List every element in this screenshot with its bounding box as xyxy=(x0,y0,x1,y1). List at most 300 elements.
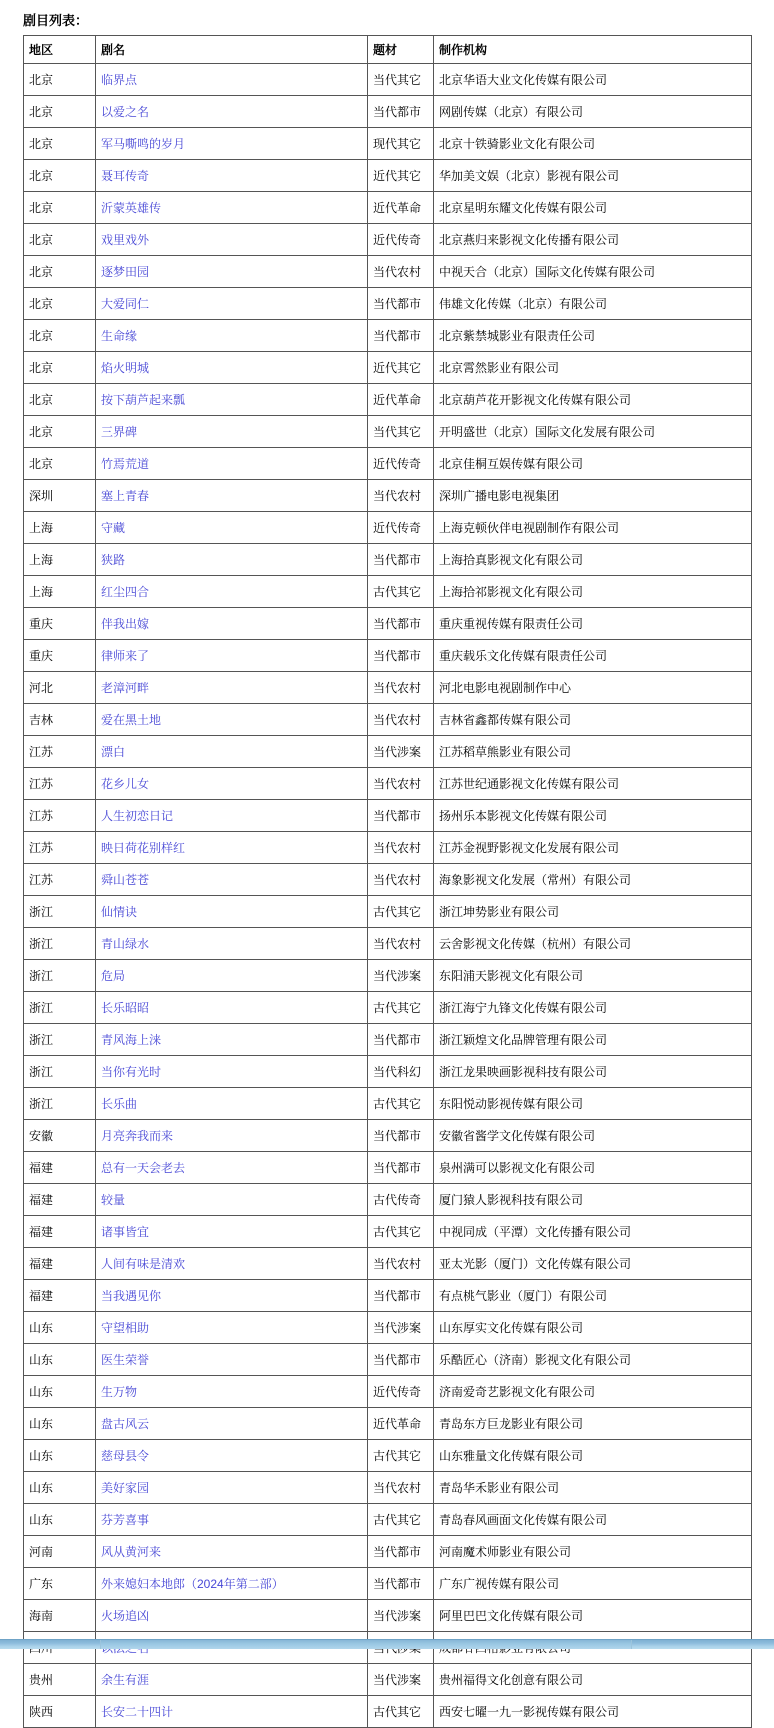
table-row xyxy=(24,1536,752,1568)
title-cell xyxy=(96,576,368,608)
drama-title-link[interactable]: 大爱同仁 xyxy=(101,297,150,311)
region-cell: 重庆 xyxy=(24,608,96,640)
table-row xyxy=(24,928,752,960)
drama-title-link[interactable]: 慈母县令 xyxy=(101,1449,150,1463)
table-row xyxy=(24,1344,752,1376)
region-cell: 北京 xyxy=(24,224,96,256)
table-row xyxy=(24,1312,752,1344)
region-cell: 北京 xyxy=(24,64,96,96)
producer-cell: 济南爱奇艺影视文化有限公司 xyxy=(434,1376,752,1408)
genre-cell: 当代涉案 xyxy=(368,1600,434,1632)
genre-cell: 当代都市 xyxy=(368,288,434,320)
producer-cell: 北京十铁骑影业文化有限公司 xyxy=(434,128,752,160)
table-row xyxy=(24,96,752,128)
region-cell: 贵州 xyxy=(24,1664,96,1696)
title-cell xyxy=(96,768,368,800)
region-cell: 浙江 xyxy=(24,992,96,1024)
title-cell xyxy=(96,1600,368,1632)
drama-title-link[interactable]: 以爱之名 xyxy=(101,105,150,119)
table-row xyxy=(24,864,752,896)
producer-cell: 河南魔术师影业有限公司 xyxy=(434,1536,752,1568)
title-cell xyxy=(96,1024,368,1056)
genre-cell: 当代农村 xyxy=(368,864,434,896)
genre-cell: 当代都市 xyxy=(368,320,434,352)
genre-cell: 当代农村 xyxy=(368,768,434,800)
region-cell: 浙江 xyxy=(24,1088,96,1120)
genre-cell: 当代涉案 xyxy=(368,1664,434,1696)
title-cell xyxy=(96,1216,368,1248)
title-cell xyxy=(96,320,368,352)
genre-cell: 当代涉案 xyxy=(368,960,434,992)
table-row xyxy=(24,1056,752,1088)
region-cell: 河南 xyxy=(24,1536,96,1568)
producer-cell: 网剧传媒（北京）有限公司 xyxy=(434,96,752,128)
region-cell: 江苏 xyxy=(24,832,96,864)
genre-cell: 近代传奇 xyxy=(368,512,434,544)
region-cell: 浙江 xyxy=(24,1056,96,1088)
drama-title-link[interactable]: 医生荣誉 xyxy=(101,1353,150,1367)
region-cell: 北京 xyxy=(24,448,96,480)
genre-cell: 当代涉案 xyxy=(368,1312,434,1344)
producer-cell: 北京霄然影业有限公司 xyxy=(434,352,752,384)
genre-cell: 当代农村 xyxy=(368,1472,434,1504)
producer-cell: 乐酷匠心（济南）影视文化有限公司 xyxy=(434,1344,752,1376)
title-cell xyxy=(96,1056,368,1088)
producer-cell: 青岛东方巨龙影业有限公司 xyxy=(434,1408,752,1440)
genre-cell: 当代都市 xyxy=(368,544,434,576)
title-cell xyxy=(96,672,368,704)
drama-title-link[interactable]: 生命缘 xyxy=(101,329,138,343)
producer-cell: 西安七曜一九一影视传媒有限公司 xyxy=(434,1696,752,1728)
producer-cell: 浙江龙果映画影视科技有限公司 xyxy=(434,1056,752,1088)
table-row xyxy=(24,1024,752,1056)
table-row xyxy=(24,960,752,992)
producer-cell: 江苏世纪通影视文化传媒有限公司 xyxy=(434,768,752,800)
producer-cell: 河北电影电视剧制作中心 xyxy=(434,672,752,704)
title-cell xyxy=(96,608,368,640)
table-row xyxy=(24,288,752,320)
table-row xyxy=(24,1568,752,1600)
region-cell: 海南 xyxy=(24,1600,96,1632)
producer-cell: 华加美文娱（北京）影视有限公司 xyxy=(434,160,752,192)
title-cell xyxy=(96,416,368,448)
table-row xyxy=(24,512,752,544)
drama-title-link[interactable]: 仙情诀 xyxy=(101,905,138,919)
region-cell: 北京 xyxy=(24,288,96,320)
producer-cell: 亚太光影（厦门）文化传媒有限公司 xyxy=(434,1248,752,1280)
header-producer: 制作机构 xyxy=(434,36,752,64)
drama-title-link[interactable]: 较量 xyxy=(101,1193,126,1207)
region-cell: 福建 xyxy=(24,1184,96,1216)
region-cell: 北京 xyxy=(24,192,96,224)
title-cell xyxy=(96,384,368,416)
producer-cell: 上海拾祁影视文化有限公司 xyxy=(434,576,752,608)
region-cell: 山东 xyxy=(24,1344,96,1376)
region-cell: 北京 xyxy=(24,384,96,416)
header-genre: 题材 xyxy=(368,36,434,64)
table-row xyxy=(24,1088,752,1120)
title-cell xyxy=(96,800,368,832)
drama-title-link[interactable]: 当我遇见你 xyxy=(101,1289,162,1303)
table-row xyxy=(24,1184,752,1216)
page-title: 剧目列表： xyxy=(23,13,89,28)
region-cell: 江苏 xyxy=(24,864,96,896)
header-region: 地区 xyxy=(24,36,96,64)
drama-title-link[interactable]: 盘古风云 xyxy=(101,1417,150,1431)
drama-title-link[interactable]: 沂蒙英雄传 xyxy=(101,201,162,215)
region-cell: 吉林 xyxy=(24,704,96,736)
drama-title-link[interactable]: 守望相助 xyxy=(101,1321,150,1335)
title-cell xyxy=(96,192,368,224)
table-row xyxy=(24,608,752,640)
table-row xyxy=(24,64,752,96)
region-cell: 浙江 xyxy=(24,928,96,960)
drama-title-link[interactable]: 生万物 xyxy=(101,1385,138,1399)
title-cell xyxy=(96,1152,368,1184)
region-cell: 江苏 xyxy=(24,736,96,768)
producer-cell: 浙江颖煌文化品牌管理有限公司 xyxy=(434,1024,752,1056)
table-row xyxy=(24,480,752,512)
title-cell xyxy=(96,1472,368,1504)
drama-title-link[interactable]: 红尘四合 xyxy=(101,585,150,599)
title-cell xyxy=(96,96,368,128)
drama-title-link[interactable]: 余生有涯 xyxy=(101,1673,150,1687)
title-cell xyxy=(96,1536,368,1568)
table-row xyxy=(24,1376,752,1408)
drama-title-link[interactable]: 按下葫芦起来瓢 xyxy=(101,393,186,407)
drama-title-link[interactable]: 风从黄河来 xyxy=(101,1545,162,1559)
genre-cell: 近代传奇 xyxy=(368,1376,434,1408)
drama-title-link[interactable]: 长乐曲 xyxy=(101,1097,138,1111)
region-cell: 深圳 xyxy=(24,480,96,512)
producer-cell: 开明盛世（北京）国际文化发展有限公司 xyxy=(434,416,752,448)
drama-title-link[interactable]: 当你有光时 xyxy=(101,1065,162,1079)
drama-title-link[interactable]: 青风海上涞 xyxy=(101,1033,162,1047)
region-cell: 福建 xyxy=(24,1216,96,1248)
title-cell xyxy=(96,64,368,96)
producer-cell: 重庆重视传媒有限责任公司 xyxy=(434,608,752,640)
title-cell xyxy=(96,1408,368,1440)
table-row xyxy=(24,896,752,928)
table-row xyxy=(24,1216,752,1248)
genre-cell: 近代革命 xyxy=(368,1408,434,1440)
title-cell xyxy=(96,1312,368,1344)
producer-cell: 有点桃气影业（厦门）有限公司 xyxy=(434,1280,752,1312)
drama-title-link[interactable]: 律师来了 xyxy=(101,649,150,663)
drama-title-link[interactable]: 老漳河畔 xyxy=(101,681,150,695)
title-cell xyxy=(96,704,368,736)
horizontal-scrollbar-thumb[interactable] xyxy=(100,1640,632,1649)
title-cell xyxy=(96,1248,368,1280)
title-cell xyxy=(96,256,368,288)
genre-cell: 当代都市 xyxy=(368,1568,434,1600)
genre-cell: 古代其它 xyxy=(368,1216,434,1248)
producer-cell: 伟雄文化传媒（北京）有限公司 xyxy=(434,288,752,320)
drama-title-link[interactable]: 军马嘶鸣的岁月 xyxy=(101,137,186,151)
title-cell xyxy=(96,960,368,992)
producer-cell: 北京紫禁城影业有限责任公司 xyxy=(434,320,752,352)
title-cell xyxy=(96,992,368,1024)
genre-cell: 当代其它 xyxy=(368,64,434,96)
genre-cell: 古代传奇 xyxy=(368,1184,434,1216)
table-row xyxy=(24,736,752,768)
title-cell xyxy=(96,1440,368,1472)
table-row xyxy=(24,768,752,800)
horizontal-scrollbar[interactable] xyxy=(0,1639,774,1649)
drama-title-link[interactable]: 危局 xyxy=(101,969,126,983)
title-cell xyxy=(96,1088,368,1120)
genre-cell: 当代农村 xyxy=(368,1248,434,1280)
title-cell xyxy=(96,352,368,384)
drama-title-link[interactable]: 戏里戏外 xyxy=(101,233,150,247)
region-cell: 福建 xyxy=(24,1248,96,1280)
region-cell: 北京 xyxy=(24,352,96,384)
table-row xyxy=(24,800,752,832)
producer-cell: 阿里巴巴文化传媒有限公司 xyxy=(434,1600,752,1632)
genre-cell: 古代其它 xyxy=(368,992,434,1024)
genre-cell: 古代其它 xyxy=(368,896,434,928)
title-cell xyxy=(96,128,368,160)
drama-title-link[interactable]: 三界碑 xyxy=(101,425,138,439)
table-row xyxy=(24,1504,752,1536)
region-cell: 陕西 xyxy=(24,1696,96,1728)
table-header-row xyxy=(24,36,752,64)
title-cell xyxy=(96,512,368,544)
title-cell xyxy=(96,1120,368,1152)
table-row xyxy=(24,160,752,192)
title-cell xyxy=(96,288,368,320)
genre-cell: 古代其它 xyxy=(368,1504,434,1536)
region-cell: 山东 xyxy=(24,1504,96,1536)
drama-list-table xyxy=(23,35,752,1728)
table-row xyxy=(24,1120,752,1152)
title-cell xyxy=(96,736,368,768)
title-cell xyxy=(96,448,368,480)
producer-cell: 浙江坤势影业有限公司 xyxy=(434,896,752,928)
producer-cell: 重庆载乐文化传媒有限责任公司 xyxy=(434,640,752,672)
drama-title-link[interactable]: 外来媳妇本地郎（2024年第二部） xyxy=(101,1577,284,1591)
producer-cell: 北京星明东耀文化传媒有限公司 xyxy=(434,192,752,224)
drama-title-link[interactable]: 长乐昭昭 xyxy=(101,1001,150,1015)
drama-title-link[interactable]: 竹焉荒道 xyxy=(101,457,150,471)
title-cell xyxy=(96,1696,368,1728)
region-cell: 浙江 xyxy=(24,1024,96,1056)
region-cell: 山东 xyxy=(24,1440,96,1472)
genre-cell: 当代都市 xyxy=(368,608,434,640)
producer-cell: 安徽省酱学文化传媒有限公司 xyxy=(434,1120,752,1152)
genre-cell: 当代科幻 xyxy=(368,1056,434,1088)
title-cell xyxy=(96,1664,368,1696)
region-cell: 浙江 xyxy=(24,896,96,928)
table-row xyxy=(24,1440,752,1472)
drama-title-link[interactable]: 人间有味是清欢 xyxy=(101,1257,186,1271)
title-cell xyxy=(96,1568,368,1600)
genre-cell: 近代传奇 xyxy=(368,224,434,256)
drama-title-link[interactable]: 映日荷花别样红 xyxy=(101,841,186,855)
producer-cell: 厦门猿人影视科技有限公司 xyxy=(434,1184,752,1216)
producer-cell: 东阳悦动影视传媒有限公司 xyxy=(434,1088,752,1120)
genre-cell: 当代都市 xyxy=(368,96,434,128)
drama-title-link[interactable]: 总有一天会老去 xyxy=(101,1161,186,1175)
region-cell: 上海 xyxy=(24,576,96,608)
drama-title-link[interactable]: 焰火明城 xyxy=(101,361,150,375)
title-cell xyxy=(96,896,368,928)
region-cell: 北京 xyxy=(24,96,96,128)
table-row xyxy=(24,992,752,1024)
producer-cell: 扬州乐本影视文化传媒有限公司 xyxy=(434,800,752,832)
table-row xyxy=(24,1696,752,1728)
table-row xyxy=(24,224,752,256)
drama-title-link[interactable]: 塞上青春 xyxy=(101,489,150,503)
genre-cell: 当代农村 xyxy=(368,704,434,736)
genre-cell: 当代都市 xyxy=(368,1280,434,1312)
title-cell xyxy=(96,1376,368,1408)
drama-title-link[interactable]: 聂耳传奇 xyxy=(101,169,150,183)
genre-cell: 当代都市 xyxy=(368,1344,434,1376)
table-row xyxy=(24,352,752,384)
producer-cell: 山东厚实文化传媒有限公司 xyxy=(434,1312,752,1344)
region-cell: 江苏 xyxy=(24,800,96,832)
drama-title-link[interactable]: 长安二十四计 xyxy=(101,1705,174,1719)
title-cell xyxy=(96,864,368,896)
producer-cell: 深圳广播电影电视集团 xyxy=(434,480,752,512)
title-cell xyxy=(96,1184,368,1216)
drama-title-link[interactable]: 月亮奔我而来 xyxy=(101,1129,174,1143)
region-cell: 广东 xyxy=(24,1568,96,1600)
producer-cell: 吉林省鑫都传媒有限公司 xyxy=(434,704,752,736)
table-row xyxy=(24,192,752,224)
table-row xyxy=(24,832,752,864)
drama-title-link[interactable]: 诸事皆宜 xyxy=(101,1225,150,1239)
region-cell: 河北 xyxy=(24,672,96,704)
genre-cell: 近代革命 xyxy=(368,192,434,224)
table-row xyxy=(24,1664,752,1696)
table-row xyxy=(24,1408,752,1440)
genre-cell: 当代农村 xyxy=(368,480,434,512)
producer-cell: 上海克顿伙伴电视剧制作有限公司 xyxy=(434,512,752,544)
region-cell: 北京 xyxy=(24,416,96,448)
region-cell: 浙江 xyxy=(24,960,96,992)
region-cell: 山东 xyxy=(24,1472,96,1504)
region-cell: 北京 xyxy=(24,256,96,288)
region-cell: 安徽 xyxy=(24,1120,96,1152)
drama-title-link[interactable]: 人生初恋日记 xyxy=(101,809,174,823)
genre-cell: 当代都市 xyxy=(368,1120,434,1152)
drama-title-link[interactable]: 芬芳喜事 xyxy=(101,1513,150,1527)
drama-title-link[interactable]: 青山绿水 xyxy=(101,937,150,951)
genre-cell: 当代农村 xyxy=(368,928,434,960)
title-cell xyxy=(96,544,368,576)
genre-cell: 古代其它 xyxy=(368,1440,434,1472)
table-row xyxy=(24,1280,752,1312)
genre-cell: 现代其它 xyxy=(368,128,434,160)
region-cell: 福建 xyxy=(24,1280,96,1312)
drama-title-link[interactable]: 火场追凶 xyxy=(101,1609,150,1623)
table-row xyxy=(24,704,752,736)
title-cell xyxy=(96,928,368,960)
region-cell: 上海 xyxy=(24,544,96,576)
producer-cell: 北京葫芦花开影视文化传媒有限公司 xyxy=(434,384,752,416)
drama-title-link[interactable]: 临界点 xyxy=(101,73,138,87)
table-row xyxy=(24,448,752,480)
producer-cell: 北京华语大业文化传媒有限公司 xyxy=(434,64,752,96)
table-row xyxy=(24,1472,752,1504)
genre-cell: 近代其它 xyxy=(368,352,434,384)
genre-cell: 当代都市 xyxy=(368,800,434,832)
region-cell: 山东 xyxy=(24,1376,96,1408)
genre-cell: 当代都市 xyxy=(368,1152,434,1184)
producer-cell: 浙江海宁九锋文化传媒有限公司 xyxy=(434,992,752,1024)
genre-cell: 古代其它 xyxy=(368,1696,434,1728)
genre-cell: 古代其它 xyxy=(368,1088,434,1120)
drama-title-link[interactable]: 伴我出嫁 xyxy=(101,617,150,631)
genre-cell: 当代都市 xyxy=(368,1536,434,1568)
producer-cell: 上海拾真影视文化有限公司 xyxy=(434,544,752,576)
producer-cell: 江苏稻草熊影业有限公司 xyxy=(434,736,752,768)
table-row xyxy=(24,1152,752,1184)
table-row xyxy=(24,672,752,704)
producer-cell: 青岛春风画面文化传媒有限公司 xyxy=(434,1504,752,1536)
title-cell xyxy=(96,832,368,864)
producer-cell: 山东雅量文化传媒有限公司 xyxy=(434,1440,752,1472)
drama-title-link[interactable]: 爱在黑土地 xyxy=(101,713,162,727)
table-row xyxy=(24,1248,752,1280)
drama-title-link[interactable]: 漂白 xyxy=(101,745,126,759)
title-cell xyxy=(96,1344,368,1376)
producer-cell: 北京佳桐互娱传媒有限公司 xyxy=(434,448,752,480)
table-row xyxy=(24,1600,752,1632)
region-cell: 北京 xyxy=(24,160,96,192)
genre-cell: 当代都市 xyxy=(368,1024,434,1056)
drama-title-link[interactable]: 舜山苍苍 xyxy=(101,873,150,887)
producer-cell: 云舍影视文化传媒（杭州）有限公司 xyxy=(434,928,752,960)
producer-cell: 中视同成（平潭）文化传播有限公司 xyxy=(434,1216,752,1248)
genre-cell: 当代其它 xyxy=(368,416,434,448)
producer-cell: 泉州满可以影视文化有限公司 xyxy=(434,1152,752,1184)
table-row xyxy=(24,576,752,608)
producer-cell: 贵州福得文化创意有限公司 xyxy=(434,1664,752,1696)
table-row xyxy=(24,544,752,576)
table-row xyxy=(24,416,752,448)
table-row xyxy=(24,640,752,672)
producer-cell: 中视天合（北京）国际文化传媒有限公司 xyxy=(434,256,752,288)
drama-title-link[interactable]: 狭路 xyxy=(101,553,126,567)
region-cell: 福建 xyxy=(24,1152,96,1184)
region-cell: 重庆 xyxy=(24,640,96,672)
header-title: 剧名 xyxy=(96,36,368,64)
table-row xyxy=(24,384,752,416)
producer-cell: 广东广视传媒有限公司 xyxy=(434,1568,752,1600)
table-row xyxy=(24,128,752,160)
drama-title-link[interactable]: 美好家园 xyxy=(101,1481,150,1495)
genre-cell: 当代农村 xyxy=(368,832,434,864)
producer-cell: 海象影视文化发展（常州）有限公司 xyxy=(434,864,752,896)
drama-title-link[interactable]: 守藏 xyxy=(101,521,126,535)
title-cell xyxy=(96,1504,368,1536)
title-cell xyxy=(96,1280,368,1312)
genre-cell: 近代其它 xyxy=(368,160,434,192)
producer-cell: 北京燕归来影视文化传播有限公司 xyxy=(434,224,752,256)
genre-cell: 近代传奇 xyxy=(368,448,434,480)
genre-cell: 当代农村 xyxy=(368,672,434,704)
region-cell: 江苏 xyxy=(24,768,96,800)
drama-title-link[interactable]: 逐梦田园 xyxy=(101,265,150,279)
producer-cell: 江苏金视野影视文化发展有限公司 xyxy=(434,832,752,864)
drama-title-link[interactable]: 花乡儿女 xyxy=(101,777,150,791)
producer-cell: 青岛华禾影业有限公司 xyxy=(434,1472,752,1504)
region-cell: 北京 xyxy=(24,320,96,352)
title-cell xyxy=(96,640,368,672)
